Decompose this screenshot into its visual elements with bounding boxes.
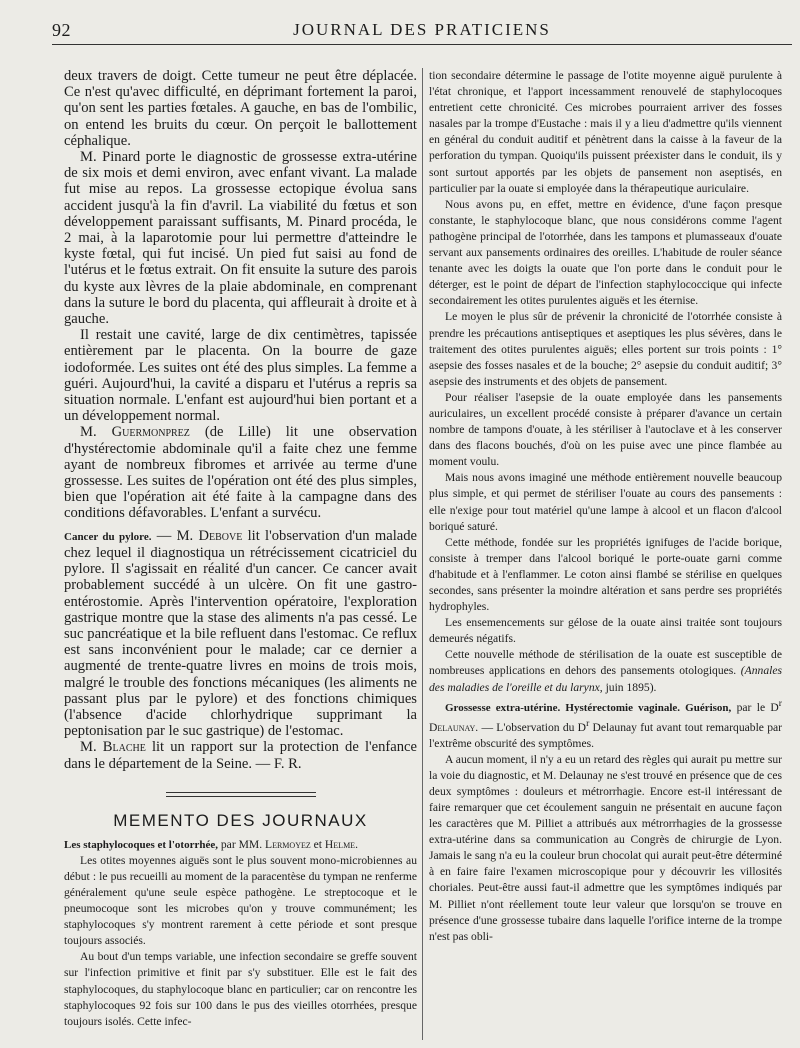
section-heading: Cancer du pylore. (64, 530, 152, 543)
author-name: Guermonprez (111, 424, 190, 441)
author-name: Delaunay. (429, 720, 479, 734)
paragraph: Au bout d'un temps variable, une infection secondaire se greffe souvent sur l'infection primitive et finit par s'y substituer. Elle est le fait des staphylocoques, du staphylocoque blanc en particulier; car on rencontre les staphylocoques 92 fois sur 100 dans le pus des vieilles otorrhées, presque toujours isolés. Cette infec- (64, 950, 417, 1028)
page-number: 92 (52, 19, 71, 40)
article-title: Grossesse extra-utérine. Hystérectomie vaginale. Guérison, (445, 701, 732, 714)
author-name: Blache (102, 739, 146, 756)
author-name: Debove (198, 527, 243, 544)
article-heading: Grossesse extra-utérine. Hystérectomie vaginale. Guérison, par le $D^r$ Delaunay. — L'observation du $D^r$ Delaunay fut avant tout remarquable par l'extrême obscurité des symptômes. (429, 697, 782, 750)
column-divider (422, 68, 423, 1040)
right-column (429, 68, 782, 1040)
article-title: Les staphylocoques et l'otorrhée, (64, 838, 218, 851)
paragraph: M. Guermonprez (de Lille) lit une observation d'hystérectomie abdominale qu'il a faite chez une femme ayant de nombreux fibromes et arrivée au terme d'une grossesse. Les suites de l'opération ont été des plus simples, bien que l'opération ait été faite à la campagne dans des conditions défavorables. L'enfant a survécu. (64, 424, 417, 522)
paragraph: Mais nous avons imaginé une méthode entièrement nouvelle beaucoup plus simple, et qui permet de stériliser l'ouate au cours des pansements : elle n'exige pour tout matériel qu'une lampe à alcool et un flacon d'alcool boriqué saturé. (429, 471, 782, 533)
memento-section-header (64, 792, 417, 831)
paragraph: M. Blache lit un rapport sur la protection de l'enfance dans le département de la Seine. — F. R. (64, 739, 417, 772)
article-heading: Les staphylocoques et l'otorrhée, par MM. Lermoyez et Helme. (64, 837, 358, 851)
paragraph: Nous avons pu, en effet, mettre en évidence, d'une façon presque constante, le staphylocoque blanc, que nous considérons comme l'agent pathogène principal de l'otorrhée, dans les tampons et plumasseaux d'ouate servant aux pansements ordinaires des oreilles. L'habitude de rouler séance tenante avec les doigts la ouate que l'on porte dans le conduit pour le déterger, est le point de départ de l'infection staphylococcique qui infecte secondairement les otites purulentes aiguës et les éternise. (429, 197, 782, 308)
paragraph: Le moyen le plus sûr de prévenir la chronicité de l'otorrhée consiste à prendre les précautions antiseptiques et aseptiques les plus sévères, dans le traitement des otites purulentes aiguës; elles portent sur trois points : 1° asepsie des fosses nasales et de la bouche; 2° asepsie du conduit auditif; 3° asepsie des instruments et des objets de pansement. (429, 310, 782, 388)
paragraph: Les otites moyennes aiguës sont le plus souvent mono-microbiennes au début : le pus recueilli au moment de la paracentèse du tympan ne renferme généralement qu'une seule espèce pathogène. Le streptocoque et le pneumocoque sont les microbes qu'on y trouve communément; les staphylocoques s'y montrent rarement à cette période et sont presque toujours associés. (64, 853, 417, 948)
citation: (Annales des maladies de l'oreille et du larynx, (429, 664, 782, 694)
paragraph: Les ensemencements sur gélose de la ouate ainsi traitée sont toujours demeurés négatifs. (429, 616, 782, 646)
paragraph: tion secondaire détermine le passage de l'otite moyenne aiguë purulente à l'état chronique, et l'apport incessamment renouvelé de staphylocoques entretient cette chronicité. Ces microbes pourraient arriver des fosses nasales par la trompe d'Eustache : mais il y a lieu d'admettre qu'ils viennent en général du conduit auditif et pénètrent dans la caisse à la faveur de la perforation du tympan. Quoiqu'ils puissent préexister dans le conduit, ils y sont surtout apportés par les objets de pansement non aseptisés, en particulier par la ouate si employée dans la thérapeutique auriculaire. (429, 69, 782, 195)
left-column (64, 68, 417, 1040)
paragraph: Pour réaliser l'asepsie de la ouate employée dans les pansements auriculaires, un excellent procédé consiste à préparer d'avance un certain nombre de tampons d'ouate, à les stériliser à l'autoclave et à les conserver dans des flacons bouchés, d'où on les puise avec une pince flambée au moment voulu. (429, 390, 782, 469)
page-header (52, 16, 792, 45)
journal-title: JOURNAL DES PRATICIENS (293, 20, 551, 39)
paragraph: A aucun moment, il n'y a eu un retard des règles qui aurait pu mettre sur la voie du diagnostic, et M. Delaunay ne s'est trouvé en présence que de ces deux symptômes : douleurs et métrorrhagie. Encore est-il intéressant de faire remarquer que cet écoulement sanguin ne présentait en aucune façon les caractères que M. Pilliet a attribués aux métrorrhagies de la grossesse extra-utérine dans sa communication au Congrès de chirurgie de Lyon. Jamais le sang n'a eu la couleur brun chocolat qui aurait peut-être déterminé à en faire faire l'examen microscopique pour y découvrir les villosités choriales. Peut-être aussi faut-il admettre que les symptômes indiqués par M. Pilliet n'ont réellement toute leur valeur que lorsqu'on se trouve en présence d'une grossesse tubaire dans laquelle l'orifice interne de la trompe n'est pas obli- (429, 752, 782, 943)
author-name: Lermoyez (265, 837, 311, 851)
paragraph: Cancer du pylore. — M. Debove lit l'observation d'un malade chez lequel il diagnostiqua un rétrécissement cicatriciel du pylore. Il s'agissait en réalité d'un cancer. Ce cancer avait probablement succédé à un ulcère. On fit une gastro-entérostomie. Après l'intervention opératoire, l'exploration gastrique montre que la stase des aliments n'a pas cessé. Le suc pancréatique et la bile refluent dans l'estomac. Ce reflux est sans inconvénient pour le malade; car ce dernier a augmenté de trente-quatre livres en moins de trois mois, malgré le trouble des fonctions mécaniques (les aliments ne passant plus par le pylore) et des fonctions chimiques (l'absence d'acide chlorhydrique supprimant la peptonisation par le suc gastrique) de l'estomac. (64, 527, 417, 740)
section-title: MEMENTO DES JOURNAUX (113, 810, 368, 830)
author-name: Helme. (324, 837, 358, 851)
paragraph: Cette nouvelle méthode de stérilisation de la ouate est susceptible de nombreuses applications en dehors des pansements otologiques. (Annales des maladies de l'oreille et du larynx, juin 1895). (429, 648, 782, 694)
paragraph: Cette méthode, fondée sur les propriétés ignifuges de l'acide borique, consiste à tremper dans l'alcool boriqué le porte-ouate garni comme d'habitude et à l'enflammer. Le coton ainsi flambé se stérilise en quelques secondes, sans présenter la moindre altération et sans perdre ses propriétés hydrophyles. (429, 535, 782, 614)
paragraph: deux travers de doigt. Cette tumeur ne peut être déplacée. Ce n'est qu'avec difficulté, en déprimant fortement la paroi, qu'on sent les parties fœtales. A gauche, en bas de l'ombilic, on entend les bruits du cœur. On perçoit le ballottement céphalique. (64, 68, 417, 149)
paragraph: Il restait une cavité, large de dix centimètres, tapissée entièrement par le placenta. On la bourre de gaze iodoformée. Les suites ont été des plus simples. La femme a guéri. Aujourd'hui, la cavité a disparu et l'utérus a repris sa situation normale. L'enfant est aujourd'hui bien portant et a un développement normal. (64, 327, 417, 425)
paragraph: M. Pinard porte le diagnostic de grossesse extra-utérine de six mois et demi environ, avec enfant vivant. La malade fut mise au repos. La grossesse ectopique évolua sans accident jusqu'à la fin d'avril. La viabilité du fœtus et son développement paraissant suffisants, M. Pinard procéda, le 2 mai, à la laparotomie pour lui permettre d'atteindre le kyste fœtal, qui fut incisé. Un pied fut saisi au fond de l'utérus et le fœtus extrait. On fit ensuite la suture des parois du kyste aux lèvres de la plaie abdominale, en comprenant dans la suture le bord du placenta, qui affleurait à droite et à gauche. (64, 149, 417, 328)
double-rule (166, 792, 316, 797)
